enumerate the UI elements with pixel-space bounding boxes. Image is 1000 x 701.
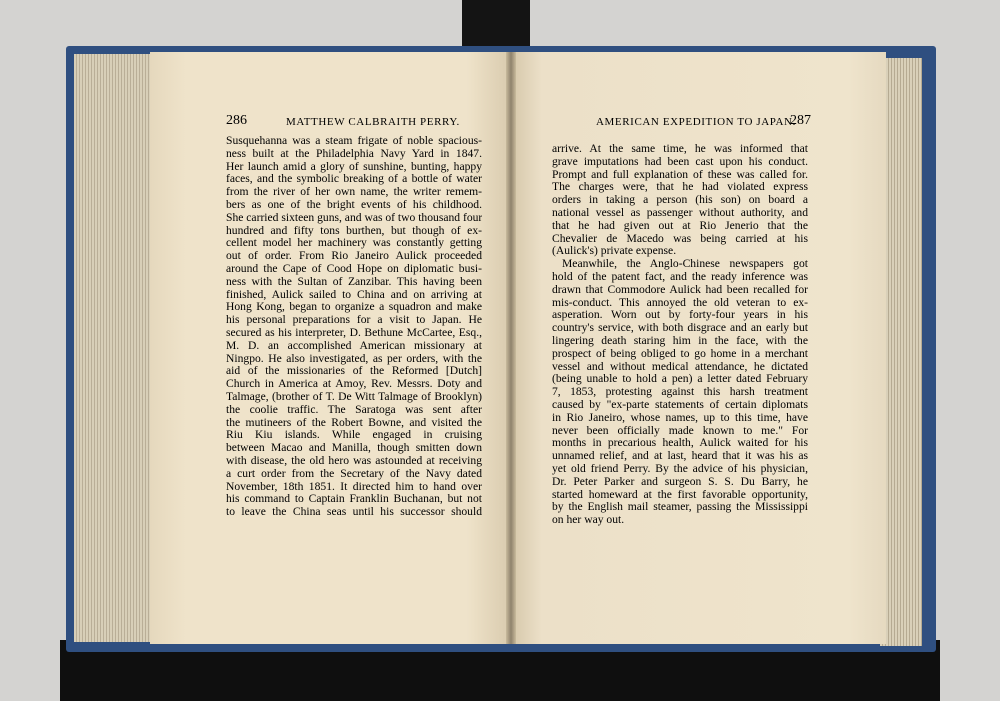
right-page-edges bbox=[880, 58, 922, 646]
body-line: November, 18th 1851. It directed him to hand over bbox=[226, 480, 482, 493]
body-line: months in precarious health, Aulick waited for his bbox=[552, 437, 808, 450]
body-line: around the Cape of Cood Hope on diplomatic busi- bbox=[226, 262, 482, 275]
body-line: never been officially made known to me." For bbox=[552, 424, 808, 437]
body-line: on her way out. bbox=[552, 514, 625, 527]
body-line: Dr. Peter Parker and surgeon S. S. Du Barry, he bbox=[552, 475, 808, 488]
body-line: his personal preparations for a visit to Japan. He bbox=[226, 314, 482, 327]
body-line: The charges were, that he had violated express bbox=[552, 181, 808, 194]
bookmark-ribbon bbox=[462, 0, 530, 52]
body-line: She carried sixteen guns, and was of two thousand four bbox=[226, 211, 482, 224]
body-line: orders in taking a person (his son) on board a bbox=[552, 194, 808, 207]
body-line: Hong Kong, began to organize a squadron and make bbox=[226, 301, 482, 314]
body-line: arrive. At the same time, he was informed that bbox=[552, 143, 808, 155]
body-line: prospect of being obliged to go home in a merchant bbox=[552, 347, 808, 360]
body-line: (Aulick's) private expense. bbox=[552, 245, 677, 258]
body-line: Prompt and full explanation of these was called for. bbox=[552, 168, 808, 181]
body-line: cellent model her machinery was constantly getting bbox=[226, 237, 482, 250]
left-page-edges bbox=[74, 54, 158, 642]
body-line: bers as one of the bright events of his childhood. bbox=[226, 198, 482, 211]
body-line: his command to Captain Franklin Buchanan, but not bbox=[226, 493, 482, 506]
body-line: that he had given out at Rio Jenerio that the bbox=[552, 219, 808, 232]
body-line: Susquehanna was a steam frigate of noble spacious- bbox=[226, 135, 482, 147]
body-line: M. D. an accomplished American missionary at bbox=[226, 339, 482, 352]
body-line: grave imputations had been cast upon his conduct. bbox=[552, 155, 808, 168]
body-line: Her launch amid a glory of sunshine, bunting, happy bbox=[226, 160, 482, 173]
body-line: finished, Aulick sailed to China and on arriving at bbox=[226, 288, 482, 301]
body-line: between Macao and Manilla, though smitten down bbox=[226, 442, 482, 455]
body-line: Talmage, (brother of T. De Witt Talmage of Brooklyn) bbox=[226, 390, 482, 403]
body-line: ness built at the Philadelphia Navy Yard in 1847. bbox=[226, 147, 482, 160]
body-line: (being unable to hold a pen) a letter dated February bbox=[552, 373, 808, 386]
body-line: ness with the Sultan of Zanzibar. This having been bbox=[226, 275, 482, 288]
body-line: mis-conduct. This annoyed the old veteran to ex- bbox=[552, 296, 808, 309]
body-line: the mutineers of the Robert Bowne, and visited the bbox=[226, 416, 482, 429]
body-line: vessel and without medical attendance, he dictated bbox=[552, 360, 808, 373]
body-line: out of order. From Rio Janeiro Aulick proceeded bbox=[226, 250, 482, 263]
body-line: asperation. Worn out by forty-four years in his bbox=[552, 309, 808, 322]
body-line: yet old friend Perry. By the advice of his physician, bbox=[552, 462, 808, 475]
body-line: drawn that Commodore Aulick had been recalled for bbox=[552, 283, 808, 296]
body-line: caused by "ex-parte statements of certain diplomats bbox=[552, 398, 808, 411]
body-line: from the river of her own name, the writer remem- bbox=[226, 186, 482, 199]
body-line: hundred and fifty tons burthen, but though of ex- bbox=[226, 224, 482, 237]
book-gutter bbox=[506, 52, 516, 644]
body-line: a curt order from the Secretary of the Navy dated bbox=[226, 467, 482, 480]
body-line: to leave the China seas until his successor should bbox=[226, 506, 482, 519]
body-line: Chevalier de Macedo was being carried at his bbox=[552, 232, 808, 245]
body-line: unnamed relief, and at last, heard that it was his as bbox=[552, 450, 808, 463]
body-line: hold of the patent fact, and the ready inference was bbox=[552, 270, 808, 283]
body-line: in Rio Janeiro, whose names, up to this time, have bbox=[552, 411, 808, 424]
left-running-head: MATTHEW CALBRAITH PERRY. bbox=[286, 116, 460, 128]
body-line: secured as his interpreter, D. Bethune McCartee, Esq., bbox=[226, 326, 482, 339]
body-line: lingering death staring him in the face, with the bbox=[552, 334, 808, 347]
left-page-body bbox=[226, 135, 482, 519]
body-line: Church in America at Amoy, Rev. Messrs. Doty and bbox=[226, 378, 482, 391]
body-line: faces, and the symbolic breaking of a bottle of water bbox=[226, 173, 482, 186]
body-line: with disease, the old hero was astounded at receiving bbox=[226, 454, 482, 467]
body-line: Meanwhile, the Anglo-Chinese newspapers got bbox=[562, 258, 808, 271]
body-line: Ningpo. He also investigated, as per orders, with the bbox=[226, 352, 482, 365]
body-line: 7, 1853, protesting against this harsh treatment bbox=[552, 386, 808, 399]
body-line: national vessel as passenger without authority, and bbox=[552, 206, 808, 219]
body-line: Riu Kiu islands. While engaged in cruising bbox=[226, 429, 482, 442]
body-line: country's service, with both disgrace and an early but bbox=[552, 322, 808, 335]
left-page-number: 286 bbox=[226, 113, 247, 128]
body-line: by the English mail steamer, passing the Mississippi bbox=[552, 501, 808, 514]
body-line: aid of the missionaries of the Reformed [Dutch] bbox=[226, 365, 482, 378]
right-page-number: 287 bbox=[790, 113, 811, 128]
right-page-body bbox=[552, 143, 808, 527]
body-line: the coolie traffic. The Saratoga was sent after bbox=[226, 403, 482, 416]
right-running-head: AMERICAN EXPEDITION TO JAPAN. bbox=[596, 116, 796, 128]
body-line: started homeward at the first favorable opportunity, bbox=[552, 488, 808, 501]
